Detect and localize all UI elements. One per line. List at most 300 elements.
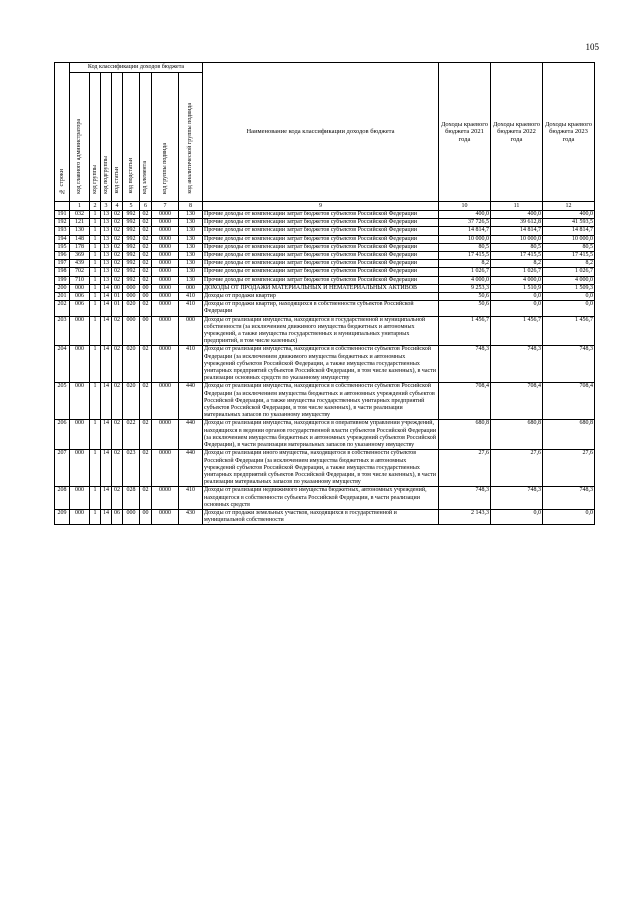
code-cell: 130 xyxy=(179,252,203,260)
income-value: 9 253,3 xyxy=(439,284,491,292)
code-cell: 130 xyxy=(179,268,203,276)
table-row xyxy=(55,284,595,292)
code-cell: 13 xyxy=(101,260,112,268)
code-cell: 1 xyxy=(90,346,101,383)
header-name: Наименование кода классификации доходов бюджета xyxy=(203,63,439,202)
code-cell: 02 xyxy=(112,260,123,268)
code-cell: 992 xyxy=(123,252,140,260)
row-number: 203 xyxy=(55,316,70,346)
row-number: 207 xyxy=(55,450,70,487)
column-number: 3 xyxy=(101,202,112,211)
income-value: 1 510,9 xyxy=(491,284,543,292)
header-classification-group: Код классификации доходов бюджета xyxy=(70,63,203,73)
code-cell: 14 xyxy=(101,509,112,524)
row-number: 202 xyxy=(55,301,70,316)
header-code-col xyxy=(179,73,203,202)
income-value: 400,0 xyxy=(491,211,543,219)
code-cell: 0000 xyxy=(152,284,179,292)
code-cell: 006 xyxy=(70,301,90,316)
code-cell: 0000 xyxy=(152,243,179,251)
code-cell: 000 xyxy=(70,509,90,524)
code-cell: 1 xyxy=(90,487,101,510)
code-cell: 13 xyxy=(101,268,112,276)
table-row xyxy=(55,509,595,524)
code-cell: 0000 xyxy=(152,252,179,260)
income-value: 708,4 xyxy=(439,383,491,420)
code-cell: 000 xyxy=(70,383,90,420)
income-value: 14 814,7 xyxy=(491,227,543,235)
code-cell: 992 xyxy=(123,268,140,276)
income-name: ДОХОДЫ ОТ ПРОДАЖИ МАТЕРИАЛЬНЫХ И НЕМАТЕРИАЛЬНЫХ АКТИВОВ xyxy=(203,284,439,292)
table-row xyxy=(55,293,595,301)
income-value: 80,5 xyxy=(439,243,491,251)
income-value: 680,8 xyxy=(543,420,595,450)
income-value: 680,8 xyxy=(491,420,543,450)
income-name: Прочие доходы от компенсации затрат бюджетов субъектов Российской Федерации xyxy=(203,268,439,276)
code-cell: 13 xyxy=(101,276,112,284)
header-code-col xyxy=(90,73,101,202)
income-name: Доходы от продажи квартир xyxy=(203,293,439,301)
code-cell: 130 xyxy=(70,227,90,235)
column-number: 9 xyxy=(203,202,439,211)
income-value: 39 612,8 xyxy=(491,219,543,227)
code-cell: 02 xyxy=(140,268,152,276)
code-cell: 02 xyxy=(140,219,152,227)
code-cell: 0000 xyxy=(152,509,179,524)
income-name: Доходы от продажи квартир, находящихся в собственности субъектов Российской Федерации xyxy=(203,301,439,316)
header-code-label: код аналитической группы подвида xyxy=(187,103,193,194)
header-code-col xyxy=(123,73,140,202)
code-cell: 130 xyxy=(179,260,203,268)
code-cell: 02 xyxy=(112,487,123,510)
code-cell: 0000 xyxy=(152,268,179,276)
code-cell: 000 xyxy=(123,284,140,292)
code-cell: 1 xyxy=(90,243,101,251)
code-cell: 0000 xyxy=(152,450,179,487)
code-cell: 032 xyxy=(70,211,90,219)
code-cell: 000 xyxy=(123,293,140,301)
column-number: 12 xyxy=(543,202,595,211)
header-income-2021: Доходы краевого бюджета 2021 года xyxy=(439,63,491,202)
code-cell: 06 xyxy=(112,509,123,524)
code-cell: 0000 xyxy=(152,276,179,284)
code-cell: 02 xyxy=(140,301,152,316)
table-row xyxy=(55,420,595,450)
income-name: Доходы от реализации имущества, находящегося в собственности субъектов Российской Федерации (за исключением движимого имущества бюджетных и автономных учреждений субъектов Российской Федерации, а также имущества государственных унитарных предприятий субъектов Российской Федерации, в том числе казенных), в части реализации основных средств по указанному имуществу xyxy=(203,346,439,383)
code-cell: 000 xyxy=(70,346,90,383)
code-cell: 02 xyxy=(140,211,152,219)
code-cell: 0000 xyxy=(152,420,179,450)
income-value: 27,6 xyxy=(439,450,491,487)
income-value: 748,3 xyxy=(543,487,595,510)
table-row xyxy=(55,450,595,487)
code-cell: 14 xyxy=(101,284,112,292)
table-row xyxy=(55,243,595,251)
code-cell: 13 xyxy=(101,227,112,235)
code-cell: 0000 xyxy=(152,383,179,420)
header-code-col xyxy=(70,73,90,202)
column-number: 10 xyxy=(439,202,491,211)
code-cell: 02 xyxy=(112,316,123,346)
code-cell: 121 xyxy=(70,219,90,227)
code-cell: 410 xyxy=(179,293,203,301)
code-cell: 1 xyxy=(90,293,101,301)
header-code-label: код подстатьи xyxy=(127,158,134,194)
code-cell: 1 xyxy=(90,509,101,524)
code-cell: 992 xyxy=(123,276,140,284)
header-code-col xyxy=(101,73,112,202)
code-cell: 02 xyxy=(140,420,152,450)
code-cell: 992 xyxy=(123,260,140,268)
income-value: 17 415,5 xyxy=(439,252,491,260)
code-cell: 0000 xyxy=(152,346,179,383)
income-value: 748,3 xyxy=(491,346,543,383)
code-cell: 992 xyxy=(123,235,140,243)
header-code-col xyxy=(112,73,123,202)
header-code-label: код группы xyxy=(91,164,98,194)
income-value: 27,6 xyxy=(543,450,595,487)
income-name: Доходы от продажи земельных участков, находящихся в государственной и муниципальной собственности xyxy=(203,509,439,524)
code-cell: 02 xyxy=(140,260,152,268)
income-value: 10 000,0 xyxy=(491,235,543,243)
code-cell: 0000 xyxy=(152,211,179,219)
header-code-col xyxy=(140,73,152,202)
row-number: 201 xyxy=(55,293,70,301)
header-code-label: код статьи xyxy=(113,167,120,194)
code-cell: 1 xyxy=(90,260,101,268)
code-cell: 00 xyxy=(140,509,152,524)
code-cell: 000 xyxy=(123,509,140,524)
header-row-number: № строки xyxy=(55,63,70,202)
row-number: 194 xyxy=(55,235,70,243)
income-value: 17 415,5 xyxy=(543,252,595,260)
code-cell: 13 xyxy=(101,252,112,260)
code-cell: 1 xyxy=(90,252,101,260)
code-cell: 440 xyxy=(179,420,203,450)
code-cell: 02 xyxy=(112,211,123,219)
header-code-label: код элемента xyxy=(142,160,148,194)
code-cell: 02 xyxy=(112,450,123,487)
code-cell: 000 xyxy=(70,316,90,346)
code-cell: 02 xyxy=(112,420,123,450)
code-cell: 410 xyxy=(179,346,203,383)
code-cell: 02 xyxy=(140,243,152,251)
income-value: 1 026,7 xyxy=(439,268,491,276)
code-cell: 01 xyxy=(112,301,123,316)
income-value: 41 593,5 xyxy=(543,219,595,227)
page-number: 105 xyxy=(585,42,599,52)
income-value: 8,2 xyxy=(543,260,595,268)
income-name: Прочие доходы от компенсации затрат бюджетов субъектов Российской Федерации xyxy=(203,211,439,219)
row-number: 192 xyxy=(55,219,70,227)
code-cell: 0000 xyxy=(152,219,179,227)
code-cell: 430 xyxy=(179,509,203,524)
code-cell: 13 xyxy=(101,243,112,251)
income-value: 4 000,0 xyxy=(543,276,595,284)
income-name: Прочие доходы от компенсации затрат бюджетов субъектов Российской Федерации xyxy=(203,227,439,235)
income-name: Прочие доходы от компенсации затрат бюджетов субъектов Российской Федерации xyxy=(203,235,439,243)
code-cell: 1 xyxy=(90,383,101,420)
code-cell: 13 xyxy=(101,235,112,243)
code-cell: 14 xyxy=(101,450,112,487)
code-cell: 020 xyxy=(123,383,140,420)
code-cell: 439 xyxy=(70,260,90,268)
code-cell: 000 xyxy=(70,420,90,450)
income-value: 14 814,7 xyxy=(439,227,491,235)
column-number: 2 xyxy=(90,202,101,211)
row-number: 199 xyxy=(55,276,70,284)
column-number: 5 xyxy=(123,202,140,211)
income-value: 680,8 xyxy=(439,420,491,450)
table-row xyxy=(55,227,595,235)
table-row xyxy=(55,211,595,219)
income-value: 0,0 xyxy=(543,509,595,524)
column-number: 11 xyxy=(491,202,543,211)
code-cell: 02 xyxy=(140,235,152,243)
income-value: 1 509,3 xyxy=(543,284,595,292)
code-cell: 1 xyxy=(90,420,101,450)
row-number: 204 xyxy=(55,346,70,383)
code-cell: 02 xyxy=(140,276,152,284)
table-row xyxy=(55,219,595,227)
income-name: Прочие доходы от компенсации затрат бюджетов субъектов Российской Федерации xyxy=(203,252,439,260)
code-cell: 0000 xyxy=(152,316,179,346)
code-cell: 410 xyxy=(179,487,203,510)
income-value: 1 456,7 xyxy=(491,316,543,346)
row-number: 205 xyxy=(55,383,70,420)
code-cell: 00 xyxy=(140,316,152,346)
code-cell: 000 xyxy=(123,316,140,346)
code-cell: 130 xyxy=(179,235,203,243)
code-cell: 022 xyxy=(123,420,140,450)
income-value: 0,0 xyxy=(491,293,543,301)
code-cell: 0000 xyxy=(152,227,179,235)
code-cell: 000 xyxy=(70,284,90,292)
column-number: 4 xyxy=(112,202,123,211)
row-number: 193 xyxy=(55,227,70,235)
income-value: 748,3 xyxy=(439,346,491,383)
code-cell: 02 xyxy=(112,276,123,284)
income-value: 1 026,7 xyxy=(543,268,595,276)
column-numbers-row xyxy=(55,202,595,211)
code-cell: 02 xyxy=(112,227,123,235)
code-cell: 1 xyxy=(90,268,101,276)
income-value: 708,4 xyxy=(543,383,595,420)
code-cell: 14 xyxy=(101,301,112,316)
row-number: 195 xyxy=(55,243,70,251)
column-number: 1 xyxy=(70,202,90,211)
income-value: 80,5 xyxy=(543,243,595,251)
table-row xyxy=(55,346,595,383)
income-value: 4 000,0 xyxy=(439,276,491,284)
table-row xyxy=(55,301,595,316)
code-cell: 00 xyxy=(140,284,152,292)
code-cell: 02 xyxy=(140,383,152,420)
income-value: 1 456,7 xyxy=(439,316,491,346)
income-value: 10 000,0 xyxy=(543,235,595,243)
code-cell: 000 xyxy=(179,316,203,346)
code-cell: 130 xyxy=(179,227,203,235)
code-cell: 02 xyxy=(140,252,152,260)
code-cell: 1 xyxy=(90,211,101,219)
income-value: 8,2 xyxy=(491,260,543,268)
income-value: 37 726,5 xyxy=(439,219,491,227)
code-cell: 1 xyxy=(90,450,101,487)
code-cell: 1 xyxy=(90,227,101,235)
code-cell: 02 xyxy=(112,252,123,260)
income-value: 14 814,7 xyxy=(543,227,595,235)
income-table xyxy=(54,62,595,525)
code-cell: 0000 xyxy=(152,260,179,268)
code-cell: 02 xyxy=(112,383,123,420)
table-row xyxy=(55,487,595,510)
code-cell: 02 xyxy=(112,243,123,251)
code-cell: 028 xyxy=(123,487,140,510)
code-cell: 02 xyxy=(140,450,152,487)
code-cell: 992 xyxy=(123,243,140,251)
code-cell: 130 xyxy=(179,211,203,219)
column-number: 7 xyxy=(152,202,179,211)
code-cell: 1 xyxy=(90,219,101,227)
income-value: 708,4 xyxy=(491,383,543,420)
code-cell: 00 xyxy=(112,284,123,292)
code-cell: 02 xyxy=(140,487,152,510)
code-cell: 023 xyxy=(123,450,140,487)
header-income-2022: Доходы краевого бюджета 2022 года xyxy=(491,63,543,202)
code-cell: 02 xyxy=(112,346,123,383)
code-cell: 14 xyxy=(101,293,112,301)
column-number: 8 xyxy=(179,202,203,211)
code-cell: 130 xyxy=(179,276,203,284)
code-cell: 14 xyxy=(101,383,112,420)
code-cell: 14 xyxy=(101,316,112,346)
code-cell: 02 xyxy=(112,268,123,276)
table-row xyxy=(55,252,595,260)
code-cell: 1 xyxy=(90,284,101,292)
code-cell: 14 xyxy=(101,420,112,450)
income-name: Прочие доходы от компенсации затрат бюджетов субъектов Российской Федерации xyxy=(203,219,439,227)
table-row xyxy=(55,235,595,243)
row-number: 196 xyxy=(55,252,70,260)
code-cell: 01 xyxy=(112,293,123,301)
income-value: 10 000,0 xyxy=(439,235,491,243)
table-row xyxy=(55,383,595,420)
code-cell: 02 xyxy=(112,235,123,243)
code-cell: 0000 xyxy=(152,235,179,243)
code-cell: 02 xyxy=(140,227,152,235)
code-cell: 702 xyxy=(70,268,90,276)
income-name: Прочие доходы от компенсации затрат бюджетов субъектов Российской Федерации xyxy=(203,260,439,268)
table-row xyxy=(55,260,595,268)
row-number: 208 xyxy=(55,487,70,510)
income-value: 1 456,7 xyxy=(543,316,595,346)
row-number: 209 xyxy=(55,509,70,524)
code-cell: 148 xyxy=(70,235,90,243)
income-value: 0,0 xyxy=(491,301,543,316)
code-cell: 02 xyxy=(140,346,152,383)
code-cell: 992 xyxy=(123,227,140,235)
row-number: 198 xyxy=(55,268,70,276)
code-cell: 00 xyxy=(140,293,152,301)
code-cell: 13 xyxy=(101,211,112,219)
code-cell: 710 xyxy=(70,276,90,284)
code-cell: 1 xyxy=(90,301,101,316)
income-value: 0,0 xyxy=(491,509,543,524)
income-value: 0,0 xyxy=(543,301,595,316)
income-value: 400,0 xyxy=(543,211,595,219)
code-cell: 0000 xyxy=(152,487,179,510)
row-number: 197 xyxy=(55,260,70,268)
income-name: Доходы от реализации недвижимого имущества бюджетных, автономных учреждений, находящегося в собственности субъекта Российской Федерации, в части реализации основных средств xyxy=(203,487,439,510)
code-cell: 0000 xyxy=(152,293,179,301)
income-name: Прочие доходы от компенсации затрат бюджетов субъектов Российской Федерации xyxy=(203,276,439,284)
income-name: Доходы от реализации имущества, находящегося в оперативном управлении учреждений, находящихся в ведении органов государственной власти субъектов Российской Федерации (за исключением имущества бюджетных и автономных учреждений субъектов Российской Федерации), в части реализации материальных запасов по указанному имуществу xyxy=(203,420,439,450)
code-cell: 369 xyxy=(70,252,90,260)
income-name: Доходы от реализации иного имущества, находящегося в собственности субъектов Российской Федерации (за исключением имущества бюджетных и автономных учреждений субъектов Российской Федерации, а также имущества государственных унитарных предприятий субъектов Российской Федерации, в том числе казенных), в части реализации материальных запасов по указанному имуществу xyxy=(203,450,439,487)
header-code-label: код подгруппы xyxy=(102,155,109,194)
column-number-blank xyxy=(55,202,70,211)
code-cell: 1 xyxy=(90,235,101,243)
row-number: 200 xyxy=(55,284,70,292)
header-income-2023: Доходы краевого бюджета 2023 года xyxy=(543,63,595,202)
code-cell: 000 xyxy=(179,284,203,292)
code-cell: 440 xyxy=(179,383,203,420)
income-value: 748,3 xyxy=(491,487,543,510)
income-value: 2 143,3 xyxy=(439,509,491,524)
code-cell: 1 xyxy=(90,316,101,346)
code-cell: 130 xyxy=(179,243,203,251)
income-value: 0,0 xyxy=(543,293,595,301)
code-cell: 1 xyxy=(90,276,101,284)
code-cell: 440 xyxy=(179,450,203,487)
code-cell: 13 xyxy=(101,219,112,227)
row-number: 191 xyxy=(55,211,70,219)
income-value: 400,0 xyxy=(439,211,491,219)
income-value: 50,6 xyxy=(439,293,491,301)
income-value: 4 000,0 xyxy=(491,276,543,284)
column-number: 6 xyxy=(140,202,152,211)
code-cell: 020 xyxy=(123,301,140,316)
code-cell: 020 xyxy=(123,346,140,383)
code-cell: 410 xyxy=(179,301,203,316)
code-cell: 000 xyxy=(70,487,90,510)
code-cell: 178 xyxy=(70,243,90,251)
income-value: 27,6 xyxy=(491,450,543,487)
income-value: 17 415,5 xyxy=(491,252,543,260)
code-cell: 130 xyxy=(179,219,203,227)
code-cell: 992 xyxy=(123,211,140,219)
income-value: 748,3 xyxy=(439,487,491,510)
income-value: 50,6 xyxy=(439,301,491,316)
header-code-col xyxy=(152,73,179,202)
code-cell: 14 xyxy=(101,346,112,383)
table-row xyxy=(55,276,595,284)
code-cell: 992 xyxy=(123,219,140,227)
income-name: Доходы от реализации имущества, находящегося в собственности субъектов Российской Федерации (за исключением имущества бюджетных и автономных учреждений субъектов Российской Федерации, а также имущества государственных унитарных предприятий субъектов Российской Федерации, в том числе казенных), в части реализации материальных запасов по указанному имуществу xyxy=(203,383,439,420)
table-row xyxy=(55,268,595,276)
income-name: Прочие доходы от компенсации затрат бюджетов субъектов Российской Федерации xyxy=(203,243,439,251)
code-cell: 006 xyxy=(70,293,90,301)
code-cell: 02 xyxy=(112,219,123,227)
income-value: 80,5 xyxy=(491,243,543,251)
income-value: 8,2 xyxy=(439,260,491,268)
code-cell: 000 xyxy=(70,450,90,487)
code-cell: 14 xyxy=(101,487,112,510)
income-value: 1 026,7 xyxy=(491,268,543,276)
header-code-label: код группы подвида xyxy=(161,142,168,194)
code-cell: 0000 xyxy=(152,301,179,316)
row-number: 206 xyxy=(55,420,70,450)
